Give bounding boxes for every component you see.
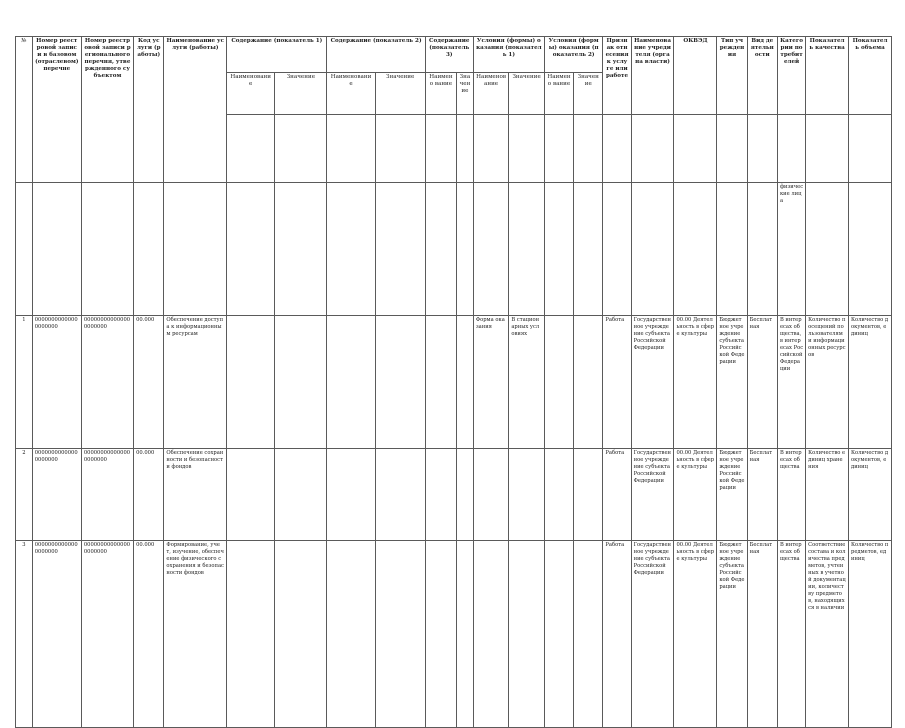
header-code: Код услуги (работы) (134, 37, 164, 183)
content1-name-cell (227, 541, 275, 728)
header-okved: ОКВЭД (674, 37, 717, 115)
fee-cell: Бесплатная (747, 541, 777, 728)
content1-name-cell (227, 183, 275, 316)
header-num: № (16, 37, 33, 183)
header-regional-number: Номер реестровой записи регионального перечня, утвержденного субъектом (81, 37, 133, 183)
category-cell: В интересах общества (777, 449, 805, 541)
subheader-value: Значение (275, 73, 327, 115)
okved-cell: 00.00 Деятельность в сфере культуры (674, 449, 717, 541)
cond1-value-cell: В стационарных условиях (509, 316, 545, 449)
type-cell: Работа (603, 316, 631, 449)
cond1-value-cell (509, 541, 545, 728)
cond1-name-cell (473, 541, 509, 728)
table-row (16, 183, 892, 316)
empty-cell (631, 115, 674, 183)
content2-name-cell (327, 183, 375, 316)
budget-cell: Государственное учреждение субъекта Российской Федерации (631, 541, 674, 728)
content3-name-cell (425, 183, 456, 316)
empty-cell (544, 115, 573, 183)
consumer-cell: Бюджетное учреждение Российской Федерации (717, 449, 747, 541)
subheader-value: Значение (375, 73, 425, 115)
type-cell: Работа (603, 449, 631, 541)
volume-cell: Количество предметов, единиц (849, 541, 892, 728)
regional-number-cell (81, 183, 133, 316)
empty-cell (849, 115, 892, 183)
registry-table (15, 36, 892, 728)
volume-cell: Количество документов, единиц (849, 316, 892, 449)
empty-cell (603, 115, 631, 183)
content1-value-cell (275, 316, 327, 449)
empty-cell (574, 115, 603, 183)
service-name-cell: Обеспечение доступа к информационным ресурсам (164, 316, 227, 449)
consumer-cell: Бюджетное учреждение субъекта Российской Федерации (717, 316, 747, 449)
empty-cell (717, 115, 747, 183)
header-service-name: Наименование услуги (работы) (164, 37, 227, 183)
content3-value-cell (457, 183, 474, 316)
volume-cell (849, 183, 892, 316)
empty-cell (473, 115, 509, 183)
content2-value-cell (375, 316, 425, 449)
reg-number-cell: 00000000000000000000 (32, 316, 81, 449)
cond2-value-cell (574, 183, 603, 316)
service-name-cell: Обеспечение сохранности и безопасности фондов (164, 449, 227, 541)
header-content-3: Содержание (показатель 3) (425, 37, 473, 73)
cond1-name-cell (473, 449, 509, 541)
empty-cell (425, 115, 456, 183)
consumer-cell: Бюджетное учреждение субъекта Российской Федерации (717, 541, 747, 728)
header-conditions-1: Условия (формы) оказания (показатель 1) (473, 37, 544, 73)
empty-cell (375, 115, 425, 183)
code-cell: 00.000 (134, 449, 164, 541)
category-cell: В интересах общества (777, 541, 805, 728)
okved-cell (674, 183, 717, 316)
cond2-name-cell (544, 183, 573, 316)
header-type: Признак отнесения к услуге или работе (603, 37, 631, 115)
service-name-cell: Формирование, учет, изучение, обеспечение физического сохранения и безопасности фондов (164, 541, 227, 728)
content1-value-cell (275, 541, 327, 728)
cond1-value-cell (509, 449, 545, 541)
code-cell: 00.000 (134, 541, 164, 728)
content3-name-cell (425, 449, 456, 541)
empty-cell (227, 115, 275, 183)
subheader-value: Значение (509, 73, 545, 115)
budget-cell: Государственное учреждение субъекта Российской Федерации (631, 449, 674, 541)
header-budget: Наименование учредителя (органа власти) (631, 37, 674, 115)
budget-cell (631, 183, 674, 316)
regional-number-cell: 000000000000000000000 (81, 449, 133, 541)
table-row (16, 449, 892, 541)
cond2-value-cell (574, 541, 603, 728)
header-fee: Вид деятельности (747, 37, 777, 115)
fee-cell: Бесплатная (747, 316, 777, 449)
cond1-name-cell (473, 183, 509, 316)
subheader-name: Наименование (227, 73, 275, 115)
content3-value-cell (457, 316, 474, 449)
okved-cell: 00.00 Деятельность в сфере культуры (674, 541, 717, 728)
cond2-value-cell (574, 316, 603, 449)
reg-number-cell: 00000000000000000000 (32, 541, 81, 728)
table-row (16, 541, 892, 728)
quality-cell: Количество посещений пользователями информационных ресурсов (806, 316, 849, 449)
cond1-value-cell (509, 183, 545, 316)
empty-cell (275, 115, 327, 183)
content2-name-cell (327, 449, 375, 541)
header-reg-number: Номер реестровой записи в базовом (отраслевом) перечне (32, 37, 81, 183)
okved-cell: 00.00 Деятельность в сфере культуры (674, 316, 717, 449)
content2-value-cell (375, 541, 425, 728)
empty-cell (806, 115, 849, 183)
content1-name-cell (227, 316, 275, 449)
category-cell: физические лица (777, 183, 805, 316)
code-cell (134, 183, 164, 316)
row-num (16, 183, 33, 316)
service-name-cell (164, 183, 227, 316)
subheader-name: Наименование (473, 73, 509, 115)
cond2-value-cell (574, 449, 603, 541)
quality-cell: Соответствие состава и количества предметов, учтенных в учетной документации, количеству предметов, находящихся в наличии (806, 541, 849, 728)
subheader-name: Наимено вание (544, 73, 573, 115)
regional-number-cell: 000000000000000000000 (81, 316, 133, 449)
header-content-2: Содержание (показатель 2) (327, 37, 425, 73)
cond1-name-cell: Форма оказания (473, 316, 509, 449)
content2-name-cell (327, 541, 375, 728)
subheader-name: Наимено вание (425, 73, 456, 115)
volume-cell: Количество документов, единиц (849, 449, 892, 541)
code-cell: 00.000 (134, 316, 164, 449)
empty-cell (457, 115, 474, 183)
header-content-1: Содержание (показатель 1) (227, 37, 327, 73)
content1-name-cell (227, 449, 275, 541)
quality-cell: Количество единиц хранения (806, 449, 849, 541)
content3-value-cell (457, 541, 474, 728)
subheader-value: Зна чен ие (457, 73, 474, 115)
empty-cell (509, 115, 545, 183)
row-num: 1 (16, 316, 33, 449)
reg-number-cell: 00000000000000000000 (32, 449, 81, 541)
cond2-name-cell (544, 316, 573, 449)
cond2-name-cell (544, 449, 573, 541)
type-cell (603, 183, 631, 316)
regional-number-cell: 000000000000000000000 (81, 541, 133, 728)
header-consumer: Тип учреждения (717, 37, 747, 115)
header-quality: Показатель качества (806, 37, 849, 115)
content3-name-cell (425, 541, 456, 728)
empty-cell (777, 115, 805, 183)
content3-name-cell (425, 316, 456, 449)
header-category: Категории потребителей (777, 37, 805, 115)
quality-cell (806, 183, 849, 316)
empty-cell (327, 115, 375, 183)
category-cell: В интересах общества, в интересах Российской Федерации (777, 316, 805, 449)
row-num: 3 (16, 541, 33, 728)
reg-number-cell (32, 183, 81, 316)
consumer-cell (717, 183, 747, 316)
header-conditions-2: Условия (формы) оказания (показатель 2) (544, 37, 603, 73)
content2-value-cell (375, 183, 425, 316)
row-num: 2 (16, 449, 33, 541)
fee-cell (747, 183, 777, 316)
cond2-name-cell (544, 541, 573, 728)
content2-name-cell (327, 316, 375, 449)
type-cell: Работа (603, 541, 631, 728)
content1-value-cell (275, 449, 327, 541)
empty-cell (674, 115, 717, 183)
header-volume: Показатель объема (849, 37, 892, 115)
content3-value-cell (457, 449, 474, 541)
table-row (16, 316, 892, 449)
budget-cell: Государственное учреждение субъекта Российской Федерации (631, 316, 674, 449)
content2-value-cell (375, 449, 425, 541)
fee-cell: Бесплатная (747, 449, 777, 541)
subheader-value: Значение (574, 73, 603, 115)
content1-value-cell (275, 183, 327, 316)
subheader-name: Наименование (327, 73, 375, 115)
empty-cell (747, 115, 777, 183)
